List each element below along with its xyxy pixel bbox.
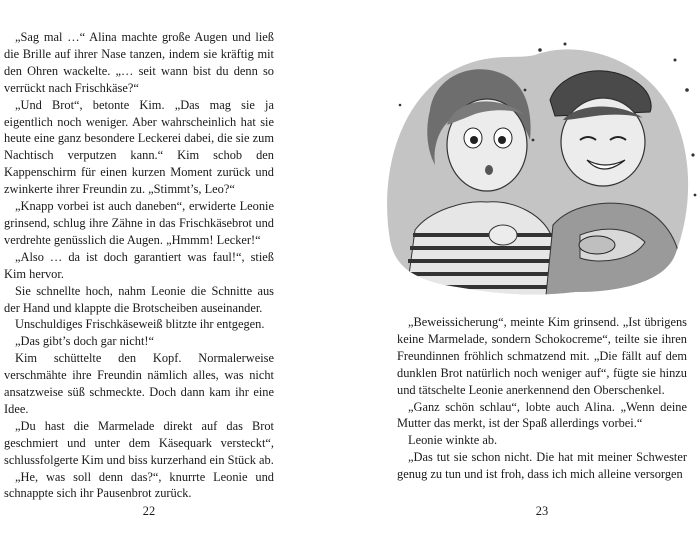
paragraph: „Sag mal …“ Alina machte große Augen und ließ die Brille auf ihrer Nase tanzen, indem sie kräftig mit den Ohren wackelte. „… seit wann bist du denn so verrückt nach Frischkäse?“	[4, 30, 274, 95]
paragraph: Leonie winkte ab.	[408, 433, 498, 448]
paragraph: „Ganz schön schlau“, lobte auch Alina. „Wenn deine Mutter das merkt, ist der Spaß allerdings vorbei.“	[397, 399, 687, 431]
page-number-left: 22	[142, 504, 156, 518]
left-page	[0, 0, 349, 559]
paragraph: „Beweissicherung“, meinte Kim grinsend. „Ist übrigens keine Marmelade, sondern Schokocreme“, teilte sie ihren Freundinnen fröhlich schmatzend mit. „Die fällt auf dem dunklen Brot natürlich noch weniger auf“, fügte sie hinzu und tätschelte Leonie anerkennend den Oberschenkel.	[397, 315, 687, 397]
paragraph: „He, was soll denn das?“, knurrte Leonie und schnappte sich ihr Pausenbrot zurück.	[4, 469, 274, 501]
right-page-text	[397, 314, 687, 483]
paragraph: „Du hast die Marmelade direkt auf das Brot geschmiert und unter dem Käsequark versteckt“, schlussfolgerte Kim und biss kurzerhand ein Stück ab.	[4, 418, 274, 467]
paragraph: „Das tut sie schon nicht. Die hat mit meiner Schwester genug zu tun und ist froh, dass ich mich alleine versorgen	[397, 450, 687, 482]
right-page	[350, 0, 699, 559]
paragraph: „Und Brot“, betonte Kim. „Das mag sie ja eigentlich noch weniger. Aber wahrscheinlich hat sie heute eine ganz besondere Leckerei dabei, die sie zum Nachtisch verputzen kann.“ Kim schob den Kappenschirm für einen kurzen Moment zurück und zwinkerte ihrer Freundin zu. „Stimmt’s, Leo?“	[4, 97, 274, 197]
paragraph: „Das gibt’s doch gar nicht!“	[15, 334, 155, 349]
paragraph: Unschuldiges Frischkäseweiß blitzte ihr entgegen.	[15, 317, 265, 332]
left-page-text	[4, 29, 274, 502]
page-number-right: 23	[535, 504, 549, 518]
paragraph: „Also … da ist doch garantiert was faul!“, stieß Kim hervor.	[4, 249, 274, 281]
paragraph: Kim schüttelte den Kopf. Normalerweise verschmähte ihre Freundin nämlich alles, was nicht ansatzweise süß schmeckte. Doch dann kam ihr eine Idee.	[4, 351, 274, 416]
paragraph: Sie schnellte hoch, nahm Leonie die Schnitte aus der Hand und klappte die Brotscheiben auseinander.	[4, 283, 274, 315]
illustration-two-kids	[375, 30, 699, 305]
paragraph: „Knapp vorbei ist auch daneben“, erwiderte Leonie grinsend, schlug ihre Zähne in das Frischkäsebrot und verdrehte genüsslich die Augen. „Hmmm! Lecker!“	[4, 199, 274, 247]
